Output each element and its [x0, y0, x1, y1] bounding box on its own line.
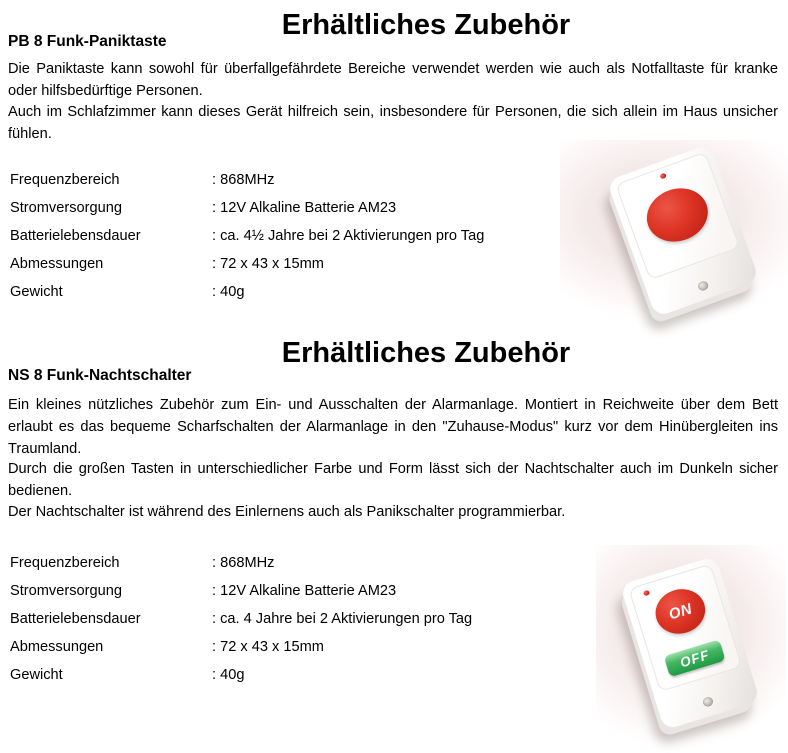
spec-row [10, 250, 570, 278]
spec-label: Batterielebensdauer [10, 228, 141, 244]
spec-table-ns8 [10, 549, 570, 689]
spec-label: Stromversorgung [10, 200, 122, 216]
paragraph: Die Paniktaste kann sowohl für überfallgefährdete Bereiche verwendet werden wie auch als Notfalltaste für kranke oder hilfsbedürftige Personen. [8, 61, 778, 99]
spec-label: Stromversorgung [10, 583, 122, 599]
spec-value: : 868MHz [212, 172, 275, 188]
spec-row [10, 222, 570, 250]
spec-row [10, 577, 570, 605]
paragraph: Der Nachtschalter ist während des Einlernens auch als Panikschalter programmierbar. [8, 504, 566, 520]
spec-row [10, 549, 570, 577]
night-switch-photo [596, 545, 786, 753]
spec-table-pb8 [10, 166, 570, 306]
screw-icon [697, 280, 709, 292]
device-front-panel [628, 563, 742, 691]
spec-row [10, 166, 570, 194]
on-button-icon [650, 583, 711, 640]
spec-label: Frequenzbereich [10, 555, 120, 571]
off-button-label: OFF [678, 646, 712, 670]
spec-value: : ca. 4½ Jahre bei 2 Aktivierungen pro Tag [212, 228, 485, 244]
spec-row [10, 194, 570, 222]
spec-value: : 72 x 43 x 15mm [212, 256, 324, 272]
night-switch-device [620, 556, 760, 731]
product-heading-ns8: NS 8 Funk-Nachtschalter [8, 367, 192, 384]
spec-label: Abmessungen [10, 256, 104, 272]
paragraph: Durch die großen Tasten in unterschiedlicher Farbe und Form lässt sich der Nachtschalter auch im Dunkeln sicher bedienen. [8, 461, 778, 499]
spec-value: : 12V Alkaline Batterie AM23 [212, 200, 397, 216]
spec-row [10, 278, 570, 306]
spec-row [10, 605, 570, 633]
spec-label: Abmessungen [10, 639, 104, 655]
spec-row [10, 633, 570, 661]
spec-value: : 40g [212, 284, 245, 300]
spec-label: Batterielebensdauer [10, 611, 141, 627]
spec-value: : 868MHz [212, 555, 275, 571]
spec-label: Gewicht [10, 284, 63, 300]
led-indicator-icon [643, 590, 650, 597]
paragraph: Auch im Schlafzimmer kann dieses Gerät hilfreich sein, insbesondere für Personen, die sich allein im Haus unsicher fühlen. [8, 104, 778, 142]
device-front-panel [615, 152, 740, 281]
on-button-label: ON [666, 599, 695, 624]
panic-button-device [607, 144, 760, 318]
screw-icon [702, 696, 714, 708]
product-heading-pb8: PB 8 Funk-Paniktaste [8, 33, 167, 50]
spec-label: Frequenzbereich [10, 172, 120, 188]
section-title: Erhältliches Zubehör [281, 337, 571, 369]
spec-row [10, 661, 570, 689]
off-button-icon [664, 639, 726, 677]
red-panic-button-icon [639, 180, 715, 250]
led-indicator-icon [659, 173, 666, 180]
spec-value: : 72 x 43 x 15mm [212, 639, 324, 655]
section-title: Erhältliches Zubehör [281, 9, 571, 41]
spec-value: : 12V Alkaline Batterie AM23 [212, 583, 397, 599]
spec-value: : ca. 4 Jahre bei 2 Aktivierungen pro Tag [212, 611, 473, 627]
spec-label: Gewicht [10, 667, 63, 683]
panic-button-photo [560, 140, 788, 320]
spec-value: : 40g [212, 667, 245, 683]
paragraph: Ein kleines nützliches Zubehör zum Ein- und Ausschalten der Alarmanlage. Montiert in Reichweite über dem Bett erlaubt es das bequeme Scharfschalten der Alarmanlage in den "Zuhause-Modus" kurz vor dem Hinübergleiten ins Traumland. [8, 397, 778, 457]
